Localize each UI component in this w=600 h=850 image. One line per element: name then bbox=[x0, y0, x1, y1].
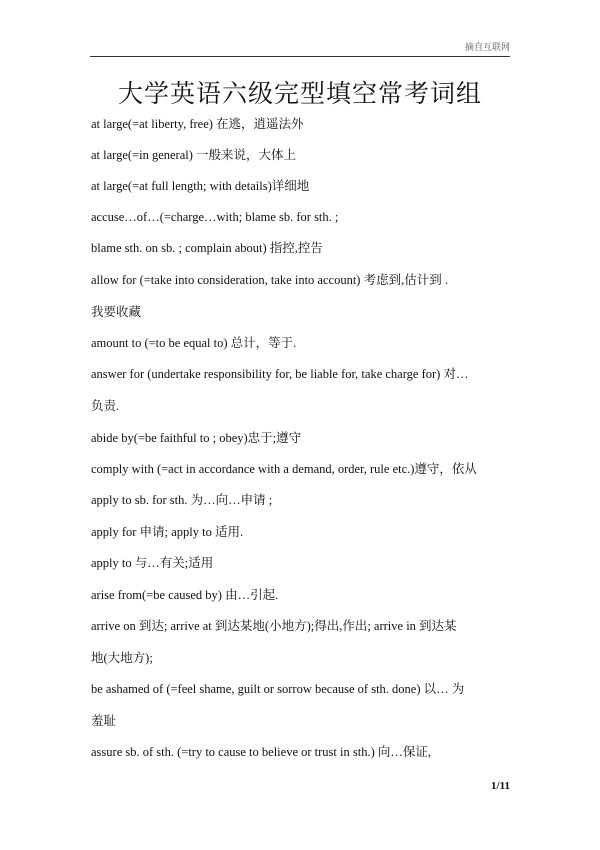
entry-line: comply with (=act in accordance with a demand, order, rule etc.)遵守，依从 bbox=[91, 462, 477, 476]
entry-line: 我要收藏 bbox=[91, 305, 142, 319]
entry-line: arrive on 到达; arrive at 到达某地(小地方);得出,作出; arrive in 到达某 bbox=[91, 619, 457, 633]
entry-line: 羞耻 bbox=[91, 714, 117, 728]
document-title: 大学英语六级完型填空常考词组 bbox=[117, 79, 482, 108]
page-number: 1/11 bbox=[491, 780, 510, 792]
entry-line: be ashamed of (=feel shame, guilt or sorrow because of sth. done) 以… 为 bbox=[91, 682, 465, 696]
entry-line: 负责. bbox=[91, 399, 120, 413]
entry-line: arise from(=be caused by) 由…引起. bbox=[91, 588, 279, 602]
entry-line: accuse…of…(=charge…with; blame sb. for sth. ; bbox=[91, 210, 339, 224]
entry-line: apply to 与…有关;适用 bbox=[91, 556, 214, 570]
entry-line: at large(=at liberty, free) 在逃，逍遥法外 bbox=[91, 117, 304, 131]
entry-line: at large(=at full length; with details)详细地 bbox=[91, 179, 310, 193]
entry-line: blame sth. on sb. ; complain about) 指控,控告 bbox=[91, 241, 323, 255]
entry-line: amount to (=to be equal to) 总计，等于. bbox=[91, 336, 297, 350]
header-source-label: 摘自互联网 bbox=[464, 43, 510, 53]
entry-line: assure sb. of sth. (=try to cause to believe or trust in sth.) 向…保证, bbox=[91, 745, 431, 759]
entry-line: allow for (=take into consideration, take into account) 考虑到,估计到 . bbox=[91, 273, 448, 287]
header-divider bbox=[90, 56, 510, 57]
entry-line: at large(=in general) 一般来说，大体上 bbox=[91, 148, 297, 162]
entry-line: abide by(=be faithful to ; obey)忠于;遵守 bbox=[91, 431, 302, 445]
entry-line: 地(大地方); bbox=[91, 651, 153, 665]
entry-line: apply to sb. for sth. 为…向…申请 ; bbox=[91, 493, 273, 507]
entry-line: apply for 申请; apply to 适用. bbox=[91, 525, 244, 539]
entry-line: answer for (undertake responsibility for, be liable for, take charge for) 对… bbox=[91, 367, 469, 381]
